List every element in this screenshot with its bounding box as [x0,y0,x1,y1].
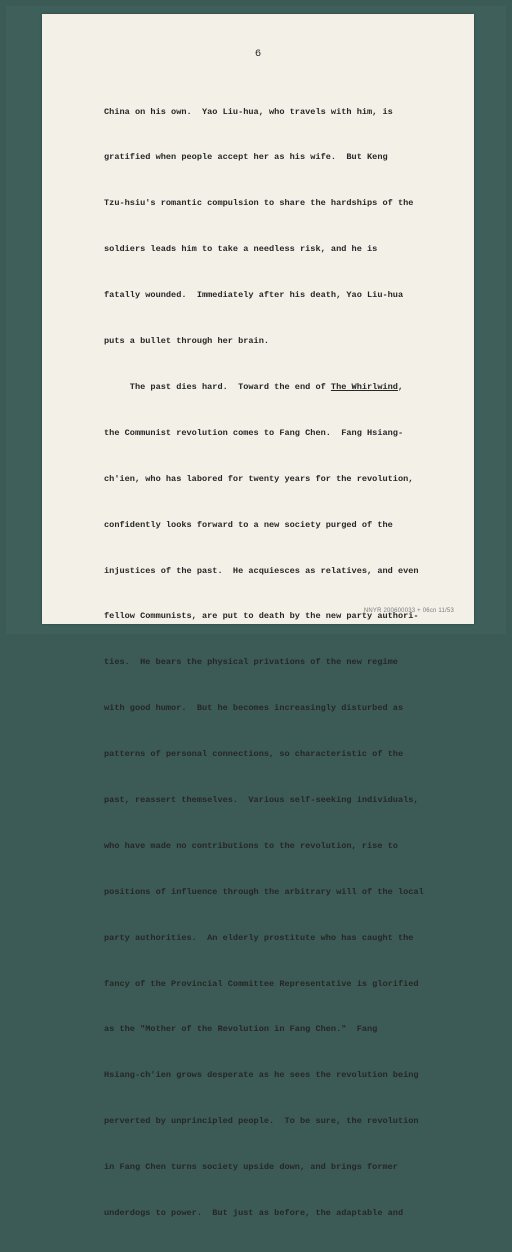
text-line: injustices of the past. He acquiesces as relatives, and even [104,565,419,576]
text-line: soldiers leads him to take a needless risk, and he is [104,244,378,255]
text-line: who have made no contributions to the revolution, rise to [104,840,398,851]
text-line: fellow Communists, are put to death by the new party authori- [104,611,419,622]
text-line: underdogs to power. But just as before, the adaptable and [104,1207,404,1218]
text-line: fancy of the Provincial Committee Representative is glorified [104,978,419,989]
text-line: ch'ien, who has labored for twenty years for the revolution, [104,473,414,484]
text-line-with-title [104,380,464,395]
text-line: patterns of personal connections, so characteristic of the [104,749,404,760]
document-page [42,14,474,1218]
text-line: as the "Mother of the Revolution in Fang Chen." Fang [104,1024,378,1035]
text-line-segment: , [397,381,404,392]
body-text [104,74,464,1252]
text-line: puts a bullet through her brain. [104,336,270,347]
text-line: party authorities. An elderly prostitute who has caught the [104,932,414,943]
text-line: ties. He bears the physical privations of the new regime [104,657,398,668]
text-line: China on his own. Yao Liu-hua, who travels with him, is [104,106,393,117]
book-title: The Whirlwind [330,381,398,392]
text-line: in Fang Chen turns society upside down, and brings former [104,1162,398,1173]
page-number: 6 [254,48,262,60]
text-line: Hsiang-ch'ien grows desperate as he sees the revolution being [104,1070,419,1081]
text-line: the Communist revolution comes to Fang Chen. Fang Hsiang- [104,427,404,438]
text-line-segment: The past dies hard. Toward the end of [104,381,331,392]
text-line: past, reassert themselves. Various self-seeking individuals, [104,794,419,805]
text-line: with good humor. But he becomes increasingly disturbed as [104,703,404,714]
text-line: confidently looks forward to a new society purged of the [104,519,393,530]
archive-stamp: NNYR 200600033 + 06cn 11/53 [363,608,454,614]
text-line: gratified when people accept her as his wife. But Keng [104,152,388,163]
text-line: perverted by unprincipled people. To be sure, the revolution [104,1116,419,1127]
text-line: fatally wounded. Immediately after his death, Yao Liu-hua [104,290,404,301]
text-line: Tzu-hsiu's romantic compulsion to share the hardships of the [104,198,414,209]
text-line: positions of influence through the arbitrary will of the local [104,886,424,897]
